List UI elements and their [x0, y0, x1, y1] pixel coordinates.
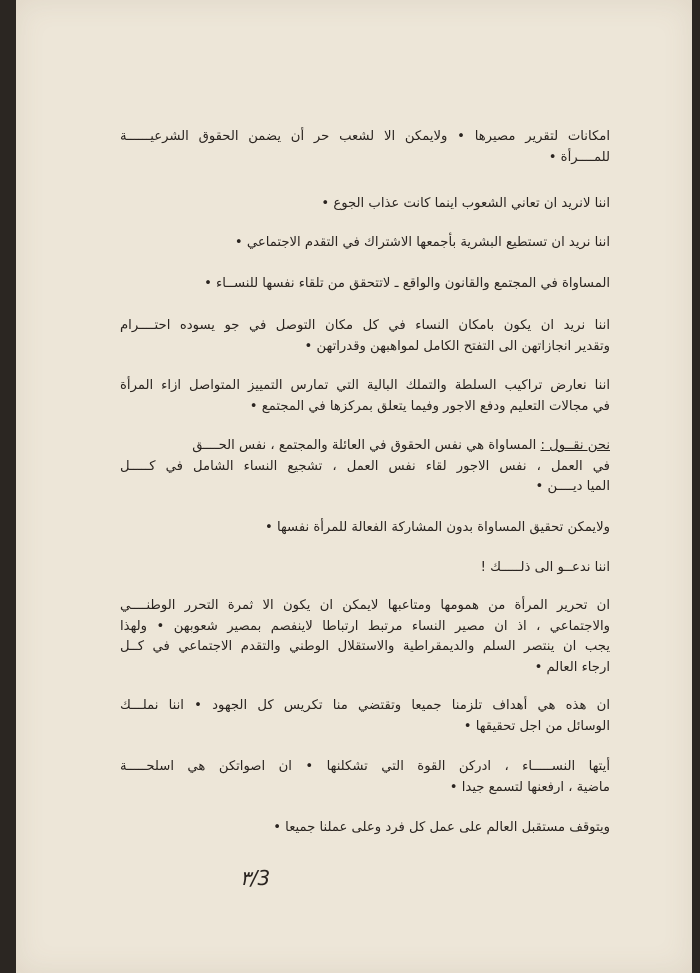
- text-line: ان هذه هي أهداف تلزمنا جميعا وتقتضي منا تكريس كل الجهود • اننا نملـــك: [120, 698, 610, 713]
- paragraph-8: [120, 518, 610, 539]
- text-line: اننا ندعــو الى ذلـــــك !: [480, 560, 610, 575]
- text-line: وتقدير انجازاتهن الى التفتح الكامل لمواهبهن وقدراتهن •: [304, 338, 610, 354]
- paragraph-5: [120, 316, 610, 357]
- paragraph-4: [120, 274, 610, 295]
- paragraph-9: [120, 558, 610, 579]
- text-line: أيتها النســـــاء ، ادركن القوة التي تشكلنها • ان اصواتكن هي اسلحـــــة: [120, 759, 610, 774]
- text-line: يجب ان ينتصر السلم والديمقراطية والاستقلال الوطني والتقدم الاجتماعي في كــل: [120, 639, 610, 654]
- text-line: اننا نريد ان تستطيع البشرية بأجمعها الاشتراك في التقدم الاجتماعي •: [234, 235, 610, 250]
- text-line: اننا نريد ان يكون بامكان النساء في كل مكان التوصل في جو يسوده احتــــرام: [120, 318, 610, 333]
- text-line: في العمل ، نفس الاجور لقاء نفس العمل ، تشجيع النساء الشامل في كـــــل: [120, 458, 610, 474]
- text-line: المساواة في المجتمع والقانون والواقع ـ لاتتحقق من تلقاء نفسها للنســاء •: [204, 276, 610, 291]
- text-line: في مجالات التعليم ودفع الاجور وفيما يتعلق بمركزها في المجتمع •: [249, 398, 610, 414]
- text-line: ولايمكن تحقيق المساواة بدون المشاركة الفعالة للمرأة نفسها •: [264, 520, 610, 535]
- underlined-lead: نحن نقــول :: [540, 438, 610, 453]
- text-line: ماضية ، ارفعنها لتسمع جيدا •: [449, 779, 610, 795]
- text-line: اننا نعارض تراكيب السلطة والتملك البالية التي تمارس التمييز المتواصل ازاء المرأة: [120, 378, 610, 393]
- paragraph-13: [120, 818, 610, 839]
- document-page: [16, 0, 692, 973]
- text-line: والاجتماعي ، اذ ان مصير النساء مرتبط ارتباطا لاينفصم بمصير شعوبهن • ولهذا: [120, 618, 610, 634]
- paragraph-10: [120, 596, 610, 678]
- text-line: الميا ديــــن •: [535, 479, 610, 494]
- paragraph-12: [120, 757, 610, 798]
- text-line: امكانات لتقرير مصيرها • ولايمكن الا لشعب حر أن يضمن الحقوق الشرعيــــــة: [120, 129, 610, 144]
- paragraph-2: [120, 194, 610, 215]
- paragraph-7: [120, 436, 610, 498]
- paragraph-6: [120, 376, 610, 417]
- paragraph-3: [120, 233, 610, 254]
- text-line: ارجاء العالم •: [534, 659, 610, 675]
- text-line: ويتوقف مستقبل العالم على عمل كل فرد وعلى عملنا جميعا •: [273, 820, 610, 835]
- text-line: للمــــرأة •: [548, 149, 610, 165]
- text-line: الوسائل من اجل تحقيقها •: [463, 718, 610, 734]
- text-line: [120, 436, 610, 457]
- page-number: ٣/3: [240, 866, 271, 890]
- paragraph-1: [120, 127, 610, 168]
- text-segment: المساواة هي نفس الحقوق في العائلة والمجتمع ، نفس الحــــق: [192, 438, 541, 453]
- paragraph-11: [120, 696, 610, 737]
- text-line: ان تحرير المرأة من همومها ومتاعبها لايمكن ان يكون الا ثمرة التحرر الوطنــــي: [120, 598, 610, 613]
- text-line: اننا لانريد ان تعاني الشعوب اينما كانت عذاب الجوع •: [321, 196, 610, 211]
